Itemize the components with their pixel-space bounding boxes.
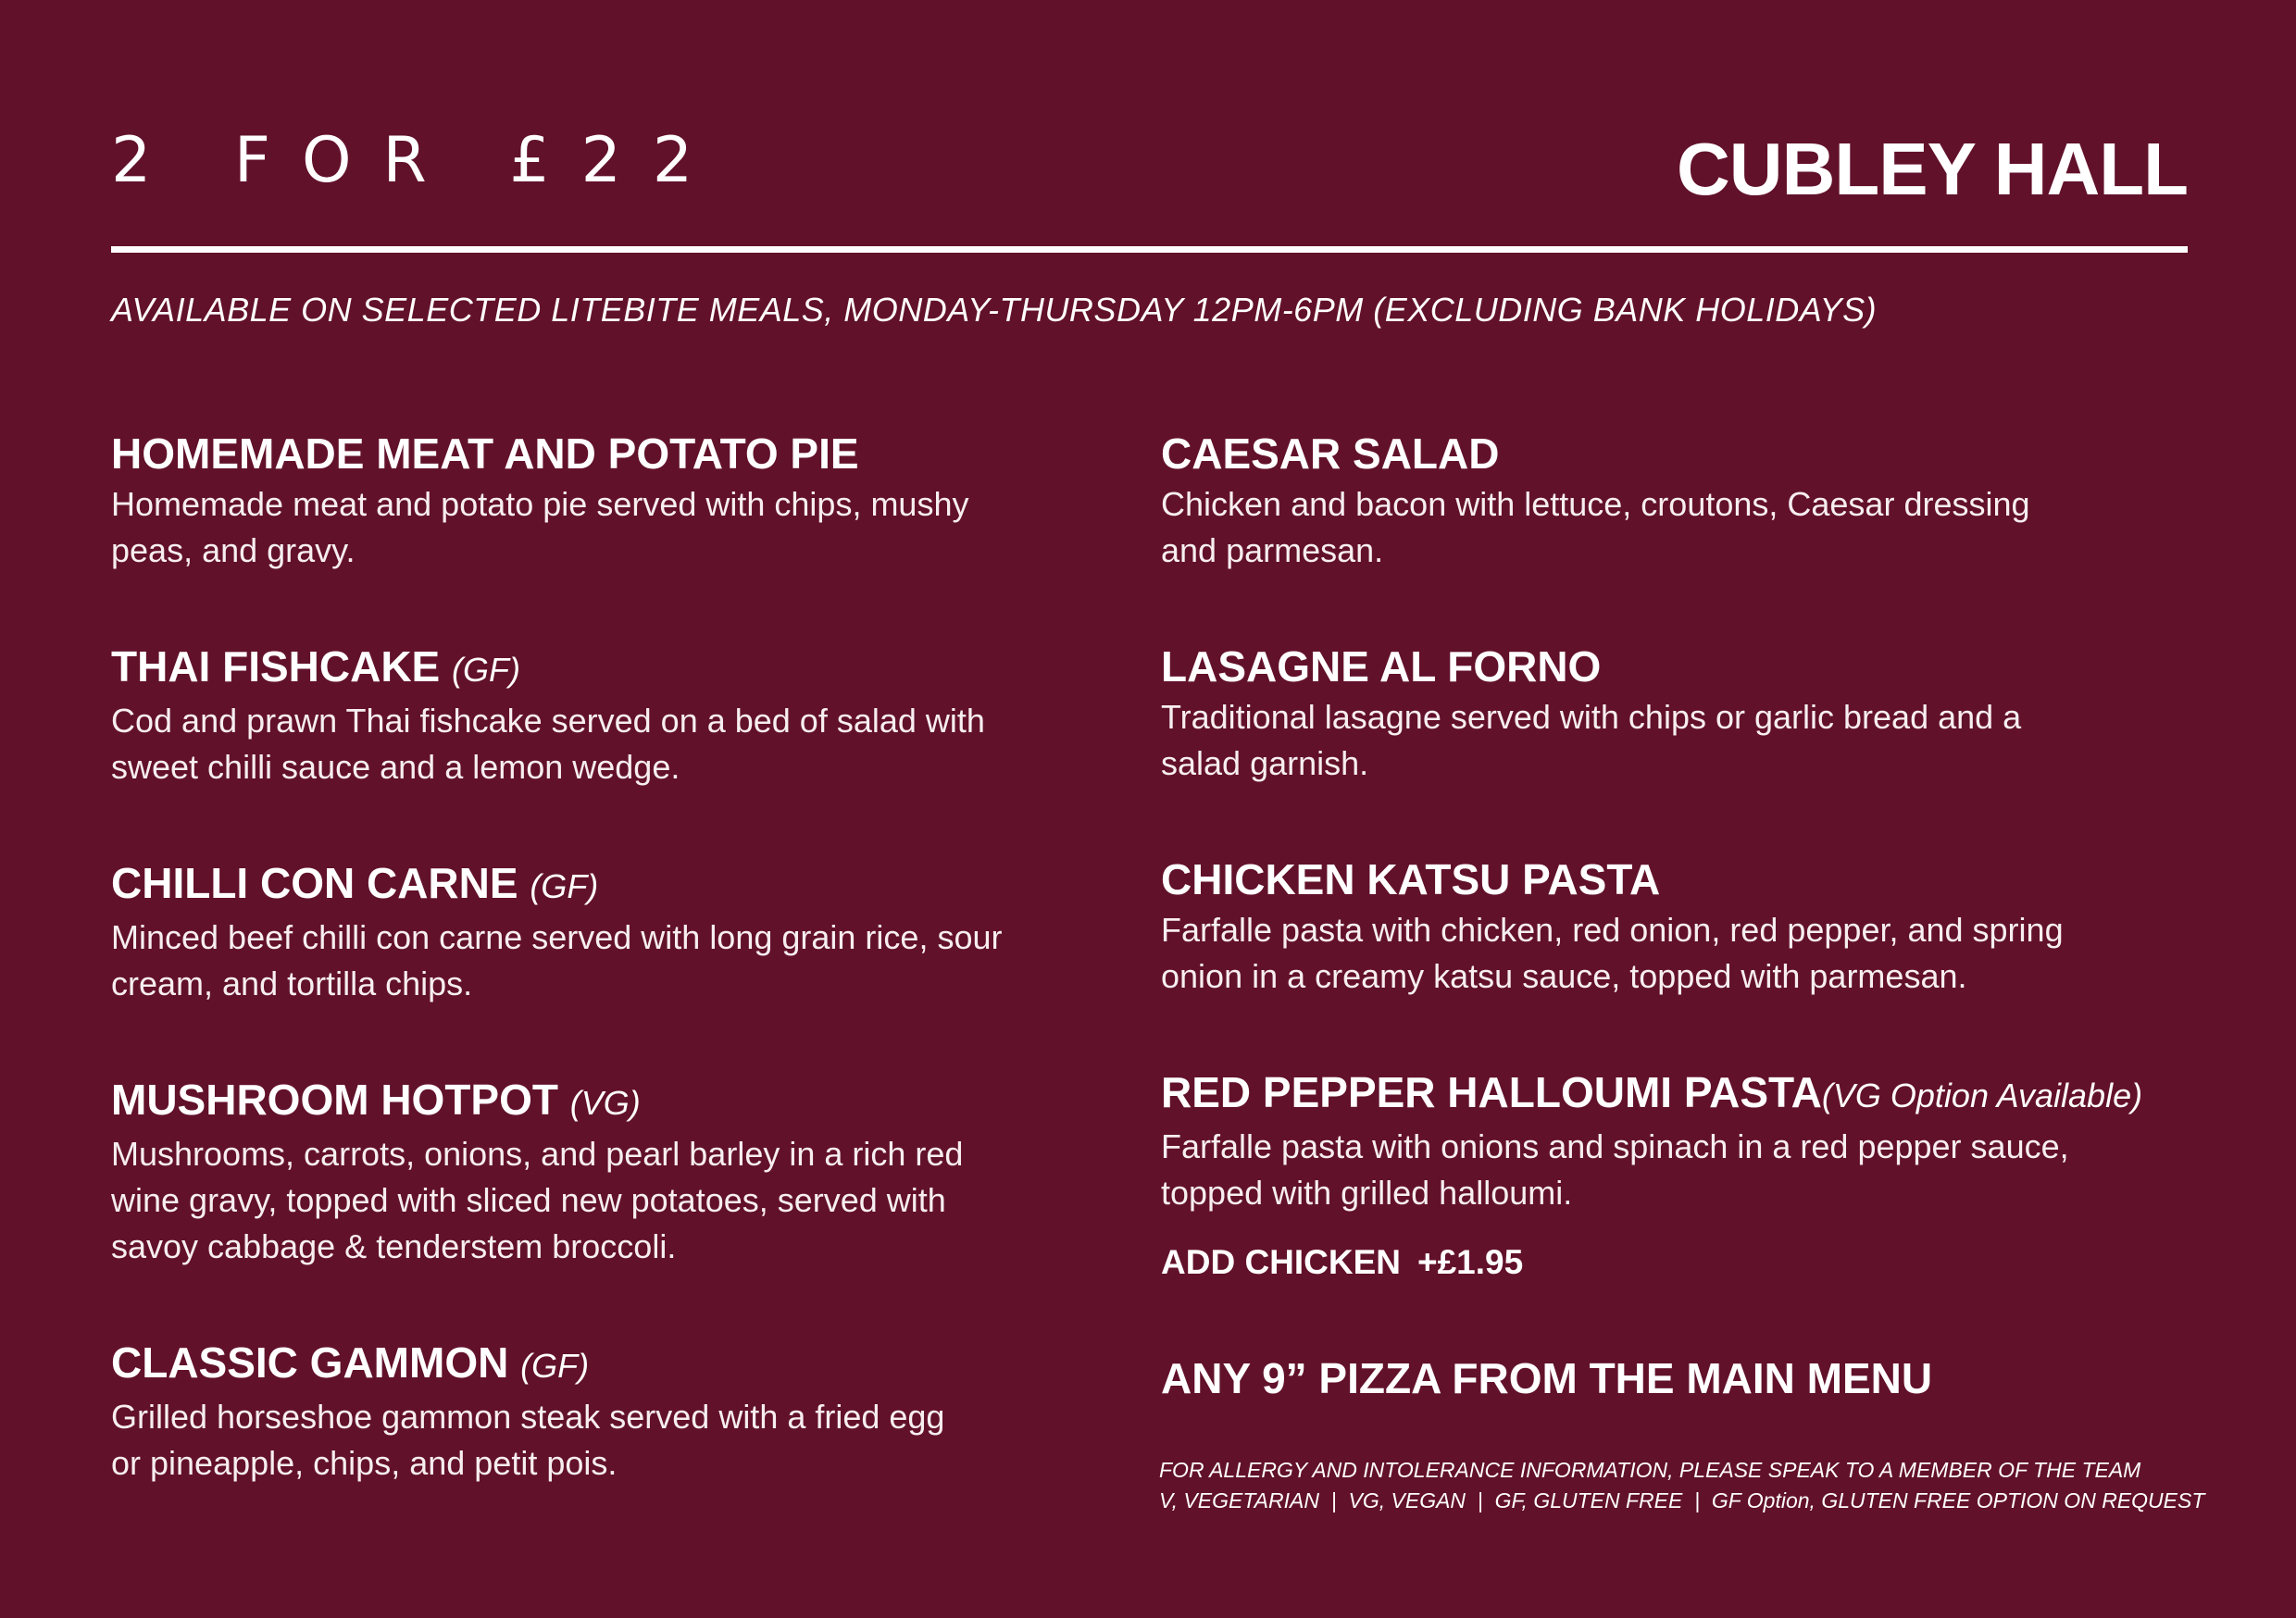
menu-item-description — [1161, 907, 2207, 1000]
menu-column-right — [1161, 426, 2207, 1406]
menu-item — [111, 1335, 1055, 1487]
description-line: cream, and tortilla chips. — [111, 965, 473, 1002]
menu-item — [111, 426, 1055, 574]
menu-item-name: MUSHROOM HOTPOT — [111, 1076, 558, 1124]
menu-item — [111, 639, 1055, 790]
offer-headline: 2 FOR £22 — [111, 124, 725, 197]
description-line: savoy cabbage & tenderstem broccoli. — [111, 1227, 677, 1265]
dietary-tag: (VG) — [569, 1084, 641, 1122]
menu-item-description — [111, 481, 1055, 574]
menu-item-name: LASAGNE AL FORNO — [1161, 642, 1602, 691]
description-line: onion in a creamy katsu sauce, topped with parmesan. — [1161, 957, 1967, 995]
description-line: or pineapple, chips, and petit pois. — [111, 1444, 618, 1482]
menu-item-name: THAI FISHCAKE — [111, 642, 441, 691]
menu-item-description — [1161, 694, 2207, 787]
menu-item-name: CAESAR SALAD — [1161, 429, 1500, 478]
menu-item-name: CLASSIC GAMMON — [111, 1338, 509, 1387]
description-line: sweet chilli sauce and a lemon wedge. — [111, 748, 680, 786]
menu-item-description — [1161, 481, 2207, 574]
menu-item-description — [111, 1394, 1055, 1487]
menu-item — [1161, 852, 2207, 1000]
dietary-tag: (GF) — [530, 867, 599, 905]
description-line: Chicken and bacon with lettuce, croutons, Caesar dressing — [1161, 485, 2030, 523]
menu-item — [111, 1072, 1055, 1270]
addon-price: +£1.95 — [1417, 1243, 1524, 1281]
description-line: Minced beef chilli con carne served with long grain rice, sour — [111, 918, 1003, 956]
dietary-tag: (VG Option Available) — [1821, 1077, 2143, 1114]
menu-item-description — [111, 915, 1055, 1007]
brand-logo: CUBLEY HALL — [1677, 128, 2188, 210]
description-line: Grilled horseshoe gammon steak served with a fried egg — [111, 1398, 945, 1436]
dietary-tag: (GF) — [452, 651, 520, 689]
description-line: peas, and gravy. — [111, 531, 356, 569]
description-line: and parmesan. — [1161, 531, 1384, 569]
menu-item — [1161, 639, 2207, 787]
menu-item-description — [1161, 1124, 2207, 1216]
menu-item — [1161, 1064, 2207, 1216]
description-line: Mushrooms, carrots, onions, and pearl barley in a rich red — [111, 1135, 964, 1173]
description-line: wine gravy, topped with sliced new potatoes, served with — [111, 1181, 946, 1219]
description-line: Homemade meat and potato pie served with chips, mushy — [111, 485, 969, 523]
dietary-key-line: V, VEGETARIAN | VG, VEGAN | GF, GLUTEN FREE | GF Option, GLUTEN FREE OPTION ON REQUEST — [1159, 1488, 2205, 1512]
menu-item-name: CHILLI CON CARNE — [111, 859, 518, 907]
description-line: topped with grilled halloumi. — [1161, 1174, 1573, 1212]
header-divider — [111, 246, 2188, 253]
description-line: Farfalle pasta with chicken, red onion, red pepper, and spring — [1161, 911, 2064, 949]
menu-item-name: CHICKEN KATSU PASTA — [1161, 855, 1661, 903]
add-chicken-option — [1161, 1239, 2207, 1286]
description-line: Farfalle pasta with onions and spinach in a red pepper sauce, — [1161, 1127, 2069, 1165]
pizza-offer: ANY 9” PIZZA FROM THE MAIN MENU — [1161, 1354, 1933, 1402]
menu-item — [111, 855, 1055, 1007]
menu-item-description — [111, 1131, 1055, 1270]
menu-item-name: HOMEMADE MEAT AND POTATO PIE — [111, 429, 859, 478]
menu-item-description — [111, 698, 1055, 790]
menu-item — [1161, 426, 2207, 574]
dietary-tag: (GF) — [520, 1347, 590, 1385]
allergy-footnote — [1159, 1455, 2204, 1516]
availability-subtitle: AVAILABLE ON SELECTED LITEBITE MEALS, MONDAY-THURSDAY 12PM-6PM (EXCLUDING BANK HOLIDAYS) — [111, 291, 1878, 329]
menu-column-left — [111, 426, 1055, 1551]
allergy-info-line: FOR ALLERGY AND INTOLERANCE INFORMATION, PLEASE SPEAK TO A MEMBER OF THE TEAM — [1159, 1458, 2141, 1482]
description-line: Traditional lasagne served with chips or garlic bread and a — [1161, 698, 2022, 736]
description-line: salad garnish. — [1161, 744, 1369, 782]
addon-label: ADD CHICKEN — [1161, 1243, 1401, 1281]
menu-item-name: RED PEPPER HALLOUMI PASTA — [1161, 1068, 1822, 1116]
description-line: Cod and prawn Thai fishcake served on a bed of salad with — [111, 702, 985, 740]
